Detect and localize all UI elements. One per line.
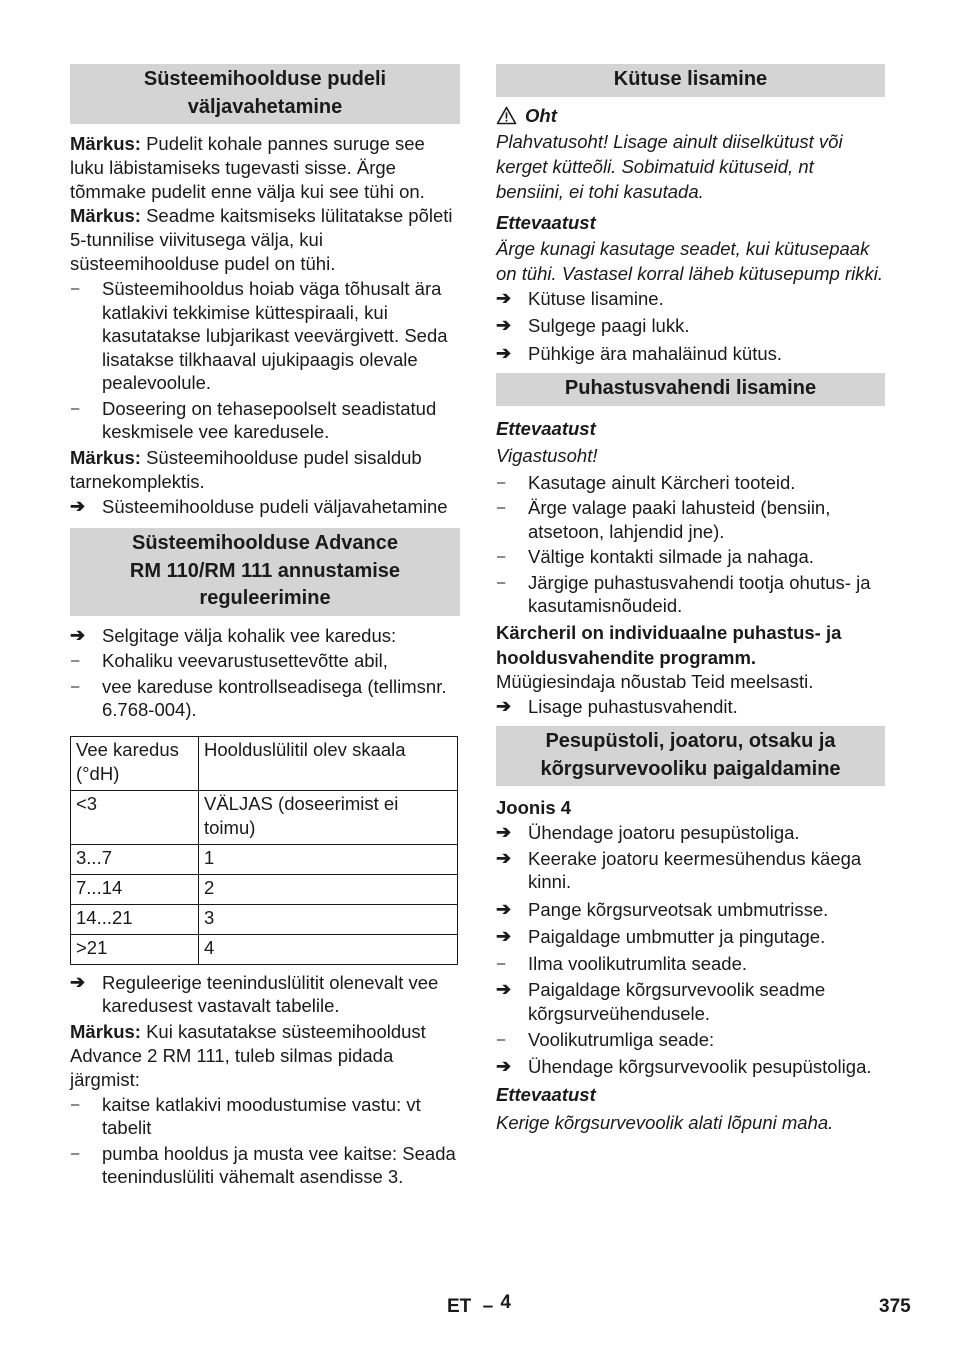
dash-bullet: – bbox=[497, 499, 506, 516]
action-step bbox=[70, 495, 460, 519]
arrow-icon: ➔ bbox=[70, 624, 86, 645]
note-text: Kui kasutatakse süsteemihooldust Advance 2 RM 111, tuleb silmas pidada järgmist: bbox=[70, 1020, 426, 1090]
dash-bullet: – bbox=[71, 399, 80, 417]
section-heading-fuel bbox=[496, 64, 885, 97]
arrow-icon: ➔ bbox=[496, 1055, 512, 1076]
step-text: Ühendage kõrgsurvevoolik pesupüstoliga. bbox=[528, 1055, 872, 1077]
table-header-cell: Hoolduslülitil olev skaala bbox=[199, 736, 458, 790]
dash-bullet: – bbox=[497, 473, 506, 491]
danger-label: Oht bbox=[525, 104, 557, 126]
dash-bullet: – bbox=[71, 1144, 80, 1162]
heading-line: RM 110/RM 111 annustamise bbox=[129, 559, 401, 582]
step-text: Süsteemihoolduse pudeli väljavahetamine bbox=[102, 495, 448, 517]
note-label: Märkus: bbox=[70, 446, 141, 468]
action-step bbox=[496, 1055, 885, 1079]
note-text: Seadme kaitsmiseks lülitatakse põleti 5-tunnilise viivitusega välja, kui süsteemihoolduse pudel on tühi. bbox=[70, 205, 453, 274]
heading-line: Puhastusvahendi lisamine bbox=[564, 377, 817, 399]
arrow-icon: ➔ bbox=[496, 979, 512, 999]
footer-language: ET bbox=[447, 1296, 472, 1317]
dash-bullet: – bbox=[71, 280, 80, 297]
list-item-text: Voolikutrumliga seade: bbox=[528, 1029, 715, 1050]
table-cell: 2 bbox=[199, 874, 458, 904]
arrow-icon: ➔ bbox=[496, 847, 512, 868]
arrow-icon: ➔ bbox=[70, 971, 86, 992]
list-item-text: vee kareduse kontrollseadisega (tellimsnr. 6.768-004). bbox=[102, 675, 447, 720]
arrow-icon: ➔ bbox=[496, 287, 512, 308]
list-item-text: Süsteemihooldus hoiab väga tõhusalt ära katlakivi tekkimise küttespiraali, kui kasutatakse lubjarikast veevärgivett. Seda lisatakse tilkhaaval ujukipaagis olevale pealevoolule. bbox=[102, 278, 448, 393]
table-cell: 7...14 bbox=[71, 874, 199, 904]
section-heading-dosage bbox=[70, 528, 460, 616]
note-text: Süsteemihoolduse pudel sisaldub tarnekomplektis. bbox=[70, 446, 422, 492]
action-step bbox=[496, 695, 885, 719]
dash-bullet: – bbox=[497, 1031, 506, 1048]
program-note: Kärcheril on individuaalne puhastus- ja hooldusvahendite programm. bbox=[496, 621, 842, 668]
table-cell: >21 bbox=[71, 934, 199, 964]
dash-list-item bbox=[70, 675, 460, 722]
caution-label: Ettevaatust bbox=[496, 417, 596, 439]
heading-line: Pesupüstoli, joatoru, otsaku ja bbox=[545, 730, 836, 752]
page-number: 375 bbox=[879, 1296, 911, 1317]
step-text: Pange kõrgsurveotsak umbmutrisse. bbox=[528, 898, 829, 920]
arrow-icon: ➔ bbox=[70, 495, 86, 516]
table-row bbox=[71, 790, 458, 844]
caution-label: Ettevaatust bbox=[496, 1084, 596, 1105]
dash-list-item bbox=[496, 471, 885, 495]
heading-line: väljavahetamine bbox=[187, 95, 343, 118]
heading-line: reguleerimine bbox=[199, 587, 331, 609]
action-step bbox=[70, 624, 460, 648]
dash-list-item bbox=[70, 277, 460, 395]
arrow-icon: ➔ bbox=[496, 822, 512, 842]
action-step bbox=[496, 821, 885, 845]
table-cell: 14...21 bbox=[71, 904, 199, 934]
step-text: Keerake joatoru keermesühendus käega kinni. bbox=[528, 847, 862, 892]
list-item-text: Järgige puhastusvahendi tootja ohutus- ja kasutamisnõudeid. bbox=[528, 571, 871, 616]
step-text: Kütuse lisamine. bbox=[528, 287, 664, 309]
step-text: Ühendage joatoru pesupüstoliga. bbox=[528, 822, 800, 843]
table-header-cell: Vee karedus (°dH) bbox=[71, 736, 199, 790]
heading-line: kõrgsurvevooliku paigaldamine bbox=[540, 757, 841, 780]
action-step bbox=[496, 898, 885, 922]
dash-bullet: – bbox=[497, 548, 506, 565]
dash-list-item bbox=[70, 1142, 460, 1189]
dash-bullet: – bbox=[497, 573, 506, 591]
note-label: Märkus: bbox=[70, 205, 141, 226]
heading-line: Süsteemihoolduse Advance bbox=[132, 532, 398, 554]
action-step bbox=[496, 847, 885, 894]
step-text: Lisage puhastusvahendit. bbox=[528, 695, 738, 717]
step-text: Paigaldage kõrgsurvevoolik seadme kõrgsurveühendusele. bbox=[528, 979, 826, 1024]
note-paragraph bbox=[70, 1020, 460, 1092]
action-step bbox=[496, 314, 885, 338]
dealer-note: Müügiesindaja nõustab Teid meelsasti. bbox=[496, 670, 814, 692]
table-cell: <3 bbox=[71, 790, 199, 844]
dash-bullet: – bbox=[497, 954, 506, 972]
table-row bbox=[71, 844, 458, 874]
dash-list-item bbox=[496, 1028, 885, 1052]
note-paragraph bbox=[70, 132, 460, 204]
dash-list-item bbox=[70, 397, 460, 444]
step-text: Pühkige ära mahaläinud kütus. bbox=[528, 342, 783, 364]
list-item-text: pumba hooldus ja musta vee kaitse: Seada teeninduslüliti vähemalt asendisse 3. bbox=[102, 1142, 456, 1187]
heading-line: Süsteemihoolduse pudeli bbox=[143, 68, 387, 90]
note-paragraph bbox=[70, 446, 460, 494]
dash-bullet: – bbox=[71, 677, 80, 695]
left-column bbox=[70, 64, 460, 1191]
table-row bbox=[71, 934, 458, 964]
arrow-icon: ➔ bbox=[496, 926, 512, 946]
list-item-text: Doseering on tehasepoolselt seadistatud keskmisele vee karedusele. bbox=[102, 397, 437, 442]
step-text: Sulgege paagi lukk. bbox=[528, 315, 690, 336]
arrow-icon: ➔ bbox=[496, 898, 512, 919]
arrow-icon: ➔ bbox=[496, 342, 512, 363]
table-cell: 3...7 bbox=[71, 844, 199, 874]
list-item-text: Ärge valage paaki lahusteid (bensiin, atsetoon, lahjendid jne). bbox=[528, 497, 831, 542]
table-row bbox=[71, 874, 458, 904]
table-row bbox=[71, 904, 458, 934]
table-cell: 4 bbox=[199, 934, 458, 964]
footer-section-number: 4 bbox=[500, 1292, 511, 1313]
warning-triangle-icon bbox=[496, 106, 517, 125]
list-item-text: kaitse katlakivi moodustumise vastu: vt tabelit bbox=[102, 1093, 421, 1138]
footer-separator: – bbox=[482, 1296, 494, 1317]
dash-list-item bbox=[70, 649, 460, 673]
dash-list-item bbox=[496, 496, 885, 543]
section-heading-assembly bbox=[496, 726, 885, 786]
hardness-table bbox=[70, 736, 458, 965]
table-cell: 3 bbox=[199, 904, 458, 934]
caution-text: Vigastusoht! bbox=[496, 444, 598, 466]
table-cell: VÄLJAS (doseerimist ei toimu) bbox=[199, 790, 458, 844]
section-heading-cleaning-agent bbox=[496, 373, 885, 406]
list-item-text: Vältige kontakti silmade ja nahaga. bbox=[528, 546, 814, 567]
note-label: Märkus: bbox=[70, 1020, 141, 1042]
dash-list-item bbox=[496, 952, 885, 976]
list-item-text: Kasutage ainult Kärcheri tooteid. bbox=[528, 471, 796, 493]
caution-text: Ärge kunagi kasutage seadet, kui kütusepaak on tühi. Vastasel korral läheb kütusepump rikki. bbox=[496, 237, 883, 284]
note-text: Pudelit kohale pannes suruge see luku läbistamiseks tugevasti sisse. Ärge tõmmake pudelit enne välja kui see tühi on. bbox=[70, 133, 425, 202]
arrow-icon: ➔ bbox=[496, 695, 512, 716]
page-footer-section bbox=[447, 1292, 511, 1318]
list-item-text: Ilma voolikutrumlita seade. bbox=[528, 952, 748, 974]
action-step bbox=[496, 287, 885, 311]
action-step bbox=[496, 342, 885, 366]
action-step bbox=[496, 978, 885, 1025]
table-header-row bbox=[71, 736, 458, 790]
table-cell: 1 bbox=[199, 844, 458, 874]
step-text: Paigaldage umbmutter ja pingutage. bbox=[528, 926, 826, 947]
dash-bullet: – bbox=[71, 652, 80, 669]
dash-list-item bbox=[496, 571, 885, 618]
danger-text: Plahvatusoht! Lisage ainult diiselkütust või kerget kütteõli. Sobimatuid kütuseid, nt bensiini, ei tohi kasutada. bbox=[496, 130, 843, 202]
figure-reference: Joonis 4 bbox=[496, 797, 572, 818]
section-heading-bottle-replacement bbox=[70, 64, 460, 124]
dash-list-item bbox=[70, 1093, 460, 1140]
heading-line: Kütuse lisamine bbox=[613, 68, 768, 90]
caution-text: Kerige kõrgsurvevoolik alati lõpuni maha. bbox=[496, 1112, 834, 1133]
dash-bullet: – bbox=[71, 1095, 80, 1113]
danger-heading bbox=[496, 105, 885, 127]
dash-list-item bbox=[496, 545, 885, 569]
arrow-icon: ➔ bbox=[496, 315, 512, 335]
step-text: Reguleerige teeninduslülitit olenevalt vee karedusest vastavalt tabelile. bbox=[102, 971, 439, 1016]
note-paragraph bbox=[70, 204, 460, 276]
action-step bbox=[496, 925, 885, 949]
caution-label: Ettevaatust bbox=[496, 211, 596, 233]
action-step bbox=[70, 971, 460, 1018]
step-text: Selgitage välja kohalik vee karedus: bbox=[102, 624, 397, 646]
note-label: Märkus: bbox=[70, 133, 141, 154]
list-item-text: Kohaliku veevarustusettevõtte abil, bbox=[102, 650, 388, 671]
right-column bbox=[496, 64, 885, 1138]
